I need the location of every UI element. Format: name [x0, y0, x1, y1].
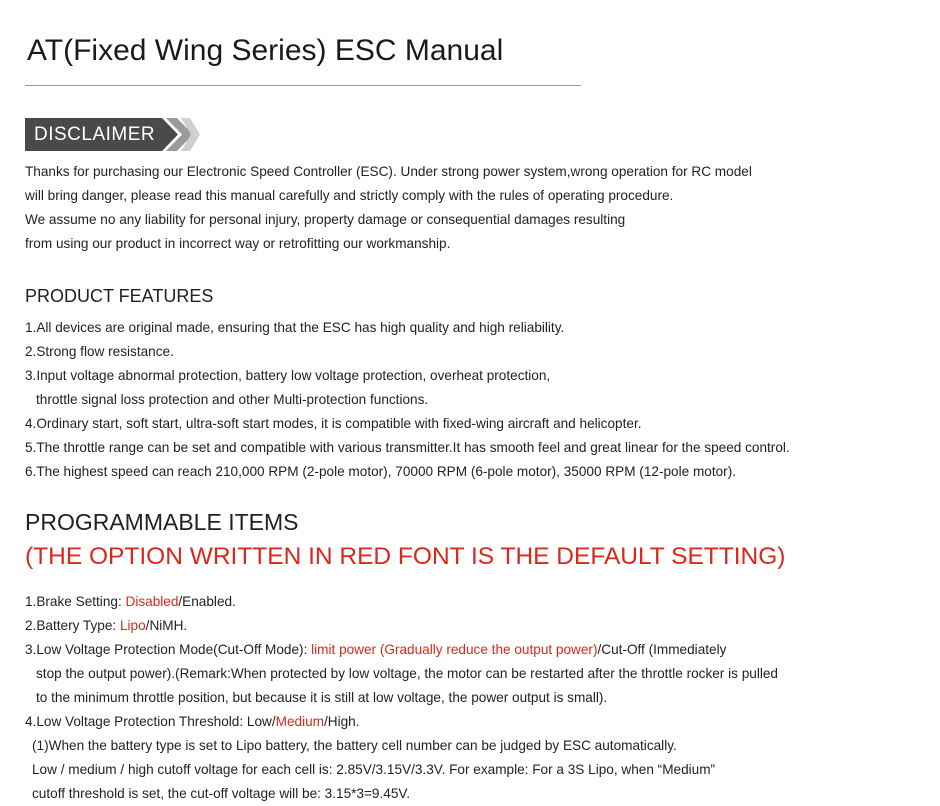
text-line: We assume no any liability for personal injury, property damage or consequential damages resulting [25, 212, 626, 227]
list-item: 3.Input voltage abnormal protection, battery low voltage protection, overheat protection, [25, 368, 551, 383]
other-option: /High. [324, 714, 360, 729]
text-line: cutoff threshold is set, the cut-off voltage will be: 3.15*3=9.45V. [32, 786, 410, 801]
other-option: /Enabled. [178, 594, 236, 609]
programmable-list [25, 590, 778, 806]
features-list [25, 316, 790, 484]
list-item: 5.The throttle range can be set and compatible with various transmitter.It has smooth feel and great linear for the speed control. [25, 440, 790, 455]
item-label: 1.Brake Setting: [25, 594, 126, 609]
text-line: will bring danger, please read this manual carefully and strictly comply with the rules of operating procedure. [25, 188, 674, 203]
features-heading: PRODUCT FEATURES [25, 286, 214, 306]
list-item: throttle signal loss protection and other Multi-protection functions. [36, 392, 429, 407]
other-option: /NiMH. [145, 618, 188, 633]
disclaimer-banner [25, 118, 195, 151]
list-item: 2.Strong flow resistance. [25, 344, 174, 359]
disclaimer-text [25, 160, 752, 256]
title-divider [25, 85, 581, 86]
programmable-heading: PROGRAMMABLE ITEMS [25, 509, 299, 535]
text-line: (1)When the battery type is set to Lipo battery, the battery cell number can be judged by ESC automatically. [32, 738, 677, 753]
default-option: Medium [275, 714, 324, 729]
text-line: Thanks for purchasing our Electronic Speed Controller (ESC). Under strong power system,wrong operation for RC model [25, 164, 752, 179]
item-label: 3.Low Voltage Protection Mode(Cut-Off Mode): [25, 642, 312, 657]
default-option: Disabled [125, 594, 179, 609]
item-label: 2.Battery Type: [25, 618, 120, 633]
list-item: 1.All devices are original made, ensuring that the ESC has high quality and high reliability. [25, 320, 565, 335]
list-item [25, 590, 778, 614]
item-label: 4.Low Voltage Protection Threshold: Low/ [25, 714, 276, 729]
list-item [25, 638, 778, 662]
list-item [25, 710, 778, 734]
default-setting-note: (THE OPTION WRITTEN IN RED FONT IS THE DEFAULT SETTING) [25, 543, 786, 570]
other-option: /Cut-Off (Immediately [597, 642, 727, 657]
list-item: 6.The highest speed can reach 210,000 RPM (2-pole motor), 70000 RPM (6-pole motor), 35000 RPM (12-pole motor). [25, 464, 737, 479]
text-line: Low / medium / high cutoff voltage for each cell is: 2.85V/3.15V/3.3V. For example: For a 3S Lipo, when “Medium” [32, 762, 716, 777]
default-option: Lipo [119, 618, 146, 633]
default-option: limit power (Gradually reduce the output power) [311, 642, 598, 657]
page-title: AT(Fixed Wing Series) ESC Manual [27, 34, 504, 67]
list-item [25, 614, 778, 638]
disclaimer-label: DISCLAIMER [34, 124, 156, 145]
text-line: stop the output power).(Remark:When protected by low voltage, the motor can be restarted after the throttle rocker is pulled [36, 666, 778, 681]
list-item: 4.Ordinary start, soft start, ultra-soft start modes, it is compatible with fixed-wing aircraft and helicopter. [25, 416, 642, 431]
text-line: from using our product in incorrect way or retrofitting our workmanship. [25, 236, 451, 251]
text-line: to the minimum throttle position, but because it is still at low voltage, the power output is small). [36, 690, 608, 705]
